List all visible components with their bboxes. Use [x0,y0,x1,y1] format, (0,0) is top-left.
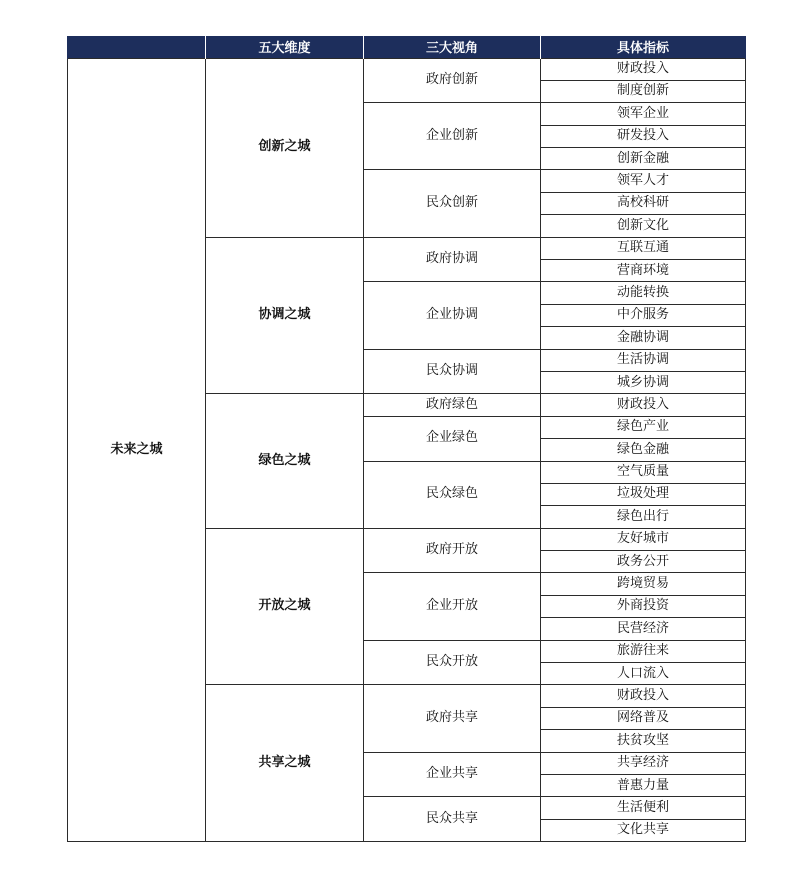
indicator-cell: 跨境贸易 [541,573,746,595]
indicator-cell: 制度创新 [541,80,746,102]
indicator-cell: 财政投入 [541,58,746,80]
indicator-cell: 营商环境 [541,260,746,282]
perspective-cell: 政府绿色 [364,394,541,416]
indicator-cell: 创新文化 [541,215,746,237]
indicator-cell: 绿色出行 [541,506,746,528]
table-row [68,58,746,80]
indicator-cell: 绿色金融 [541,439,746,461]
perspective-cell: 政府协调 [364,237,541,282]
perspective-cell: 民众绿色 [364,461,541,528]
indicator-cell: 普惠力量 [541,775,746,797]
indicator-cell: 动能转换 [541,282,746,304]
perspective-cell: 民众创新 [364,170,541,237]
indicator-cell: 城乡协调 [541,371,746,393]
perspective-cell: 民众开放 [364,640,541,685]
perspective-cell: 政府开放 [364,528,541,573]
indicator-cell: 财政投入 [541,394,746,416]
indicator-cell: 民营经济 [541,618,746,640]
header-perspectives: 三大视角 [364,36,541,58]
indicator-cell: 扶贫攻坚 [541,730,746,752]
indicator-cell: 领军人才 [541,170,746,192]
header-indicators: 具体指标 [541,36,746,58]
indicator-cell: 生活协调 [541,349,746,371]
table-header [68,36,746,58]
indicator-cell: 创新金融 [541,148,746,170]
perspective-cell: 政府创新 [364,58,541,103]
indicator-cell: 网络普及 [541,707,746,729]
indicator-cell: 研发投入 [541,125,746,147]
header-blank [68,36,206,58]
perspective-cell: 民众共享 [364,797,541,842]
indicator-cell: 空气质量 [541,461,746,483]
root-label-cell: 未来之城 [68,58,206,842]
indicator-cell: 高校科研 [541,192,746,214]
table-body [68,58,746,842]
perspective-cell: 民众协调 [364,349,541,394]
perspective-cell: 企业开放 [364,573,541,640]
indicator-cell: 绿色产业 [541,416,746,438]
perspective-cell: 企业创新 [364,103,541,170]
perspective-cell: 政府共享 [364,685,541,752]
indicator-cell: 中介服务 [541,304,746,326]
header-dimensions: 五大维度 [206,36,364,58]
dimension-cell: 绿色之城 [206,394,364,528]
indicator-cell: 垃圾处理 [541,483,746,505]
indicator-cell: 旅游往来 [541,640,746,662]
dimension-cell: 创新之城 [206,58,364,237]
indicator-cell: 互联互通 [541,237,746,259]
indicator-cell: 人口流入 [541,663,746,685]
dimension-cell: 协调之城 [206,237,364,394]
indicator-cell: 领军企业 [541,103,746,125]
indicator-cell: 金融协调 [541,327,746,349]
indicator-cell: 共享经济 [541,752,746,774]
indicator-cell: 文化共享 [541,819,746,841]
indicator-cell: 生活便利 [541,797,746,819]
perspective-cell: 企业协调 [364,282,541,349]
indicator-cell: 友好城市 [541,528,746,550]
indicator-table [67,36,745,842]
indicator-cell: 外商投资 [541,595,746,617]
indicator-table-grid [67,36,746,842]
header-row [68,36,746,58]
perspective-cell: 企业绿色 [364,416,541,461]
dimension-cell: 开放之城 [206,528,364,685]
dimension-cell: 共享之城 [206,685,364,842]
perspective-cell: 企业共享 [364,752,541,797]
indicator-cell: 政务公开 [541,551,746,573]
indicator-cell: 财政投入 [541,685,746,707]
